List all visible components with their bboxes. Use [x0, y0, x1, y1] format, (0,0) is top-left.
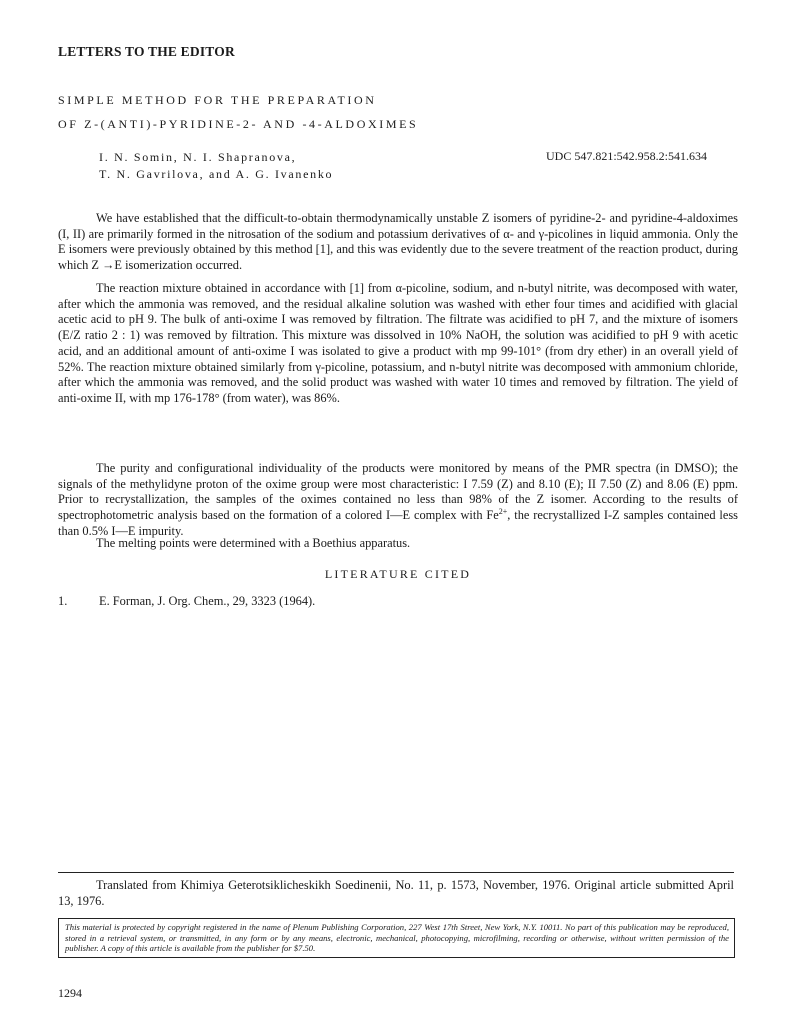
paragraph-3-part-1: The purity and configurational individuality of the products were monitored by means of the PMR spectra (in DMSO); the signals of the methylidyne proton of the oxime group were most characteristic: I 7.59 (Z) and 8.10 (E); II 7.50 (Z) and 8.06 (E) ppm. Prior to recrystallization, the samples of the oximes contained no less than 98% of the Z isomer. According to the results of spectrophotometric analysis based on the formation of a colored I—E complex with Fe [58, 461, 738, 523]
paragraph-2: The reaction mixture obtained in accordance with [1] from α-picoline, sodium, and n-butyl nitrite, was decomposed with water, after which the ammonia was removed, and the residual alkaline solution was washed with ether four times and acidified with glacial acetic acid to pH 9. The bulk of anti-oxime I was removed by filtration. The filtrate was acidified to pH 7, and the mixture of isomers (E/Z ratio 2 : 1) was removed by filtration. This mixture was dissolved in 10% NaOH, the solution was acidified to pH 9 with acetic acid, and an additional amount of anti-oxime I was isolated to give a product with mp 99-101° (from dry ether) in an overall yield of 52%. The reaction mixture obtained similarly from γ-picoline, potassium, and n-butyl nitrite was decomposed with ammonium chloride, after which the ammonia was removed, and the solid product was washed with water 10 times and removed by filtration. The yield of anti-oxime II, with mp 176-178° (from water), was 86%. [58, 281, 738, 405]
page-number: 1294 [58, 986, 82, 1000]
paragraph-4: The melting points were determined with a Boethius apparatus. [96, 536, 411, 550]
authors-line-1: I. N. Somin, N. I. Shapranova, [99, 150, 297, 164]
copyright-text: This material is protected by copyright registered in the name of Plenum Publishing Corporation, 227 West 17th Street, New York, N.Y. 10011. No part of this publication may be reproduced, stored in a retrieval system, or transmitted, in any form or by any means, electronic, mechanical, photocopying, microfilming, recording or otherwise, without written permission of the publisher. A copy of this article is available from the publisher for $7.50. [65, 922, 729, 954]
udc-code: UDC 547.821:542.958.2:541.634 [546, 149, 708, 163]
reference-item [58, 594, 315, 609]
paragraph-1: We have established that the difficult-to-obtain thermodynamically unstable Z isomers of pyridine-2- and pyridine-4-aldoximes (I, II) are primarily formed in the nitrosation of the sodium and potassium derivatives of α- and γ-picolines in liquid ammonia. Only the E isomers were previously obtained by this method [1], and this was evidently due to the severe treatment of the reaction product, during which Z →E isomerization occurred. [58, 211, 738, 273]
author-list [99, 149, 333, 183]
literature-cited-heading: LITERATURE CITED [324, 567, 472, 581]
paragraph-3 [58, 461, 738, 540]
paragraph-3-part-2: , the recrystallized I-Z samples contained less than 0.5% I—E impurity. [58, 508, 738, 538]
reference-text: E. Forman, J. Org. Chem., 29, 3323 (1964). [99, 594, 316, 608]
article-title-line-1: SIMPLE METHOD FOR THE PREPARATION [58, 93, 377, 107]
article-title-line-2: OF Z-(ANTI)-PYRIDINE-2- AND -4-ALDOXIMES [58, 117, 419, 131]
footnote-rule [58, 872, 734, 873]
section-heading: LETTERS TO THE EDITOR [58, 44, 235, 59]
iron-charge-superscript: 2+ [498, 506, 508, 516]
reference-number: 1. [58, 594, 68, 608]
authors-line-2: T. N. Gavrilova, and A. G. Ivanenko [99, 167, 334, 181]
copyright-box [58, 918, 735, 958]
translation-note: Translated from Khimiya Geterotsiklicheskikh Soedinenii, No. 11, p. 1573, November, 1976. Original article submitted April 13, 1976. [58, 878, 734, 908]
